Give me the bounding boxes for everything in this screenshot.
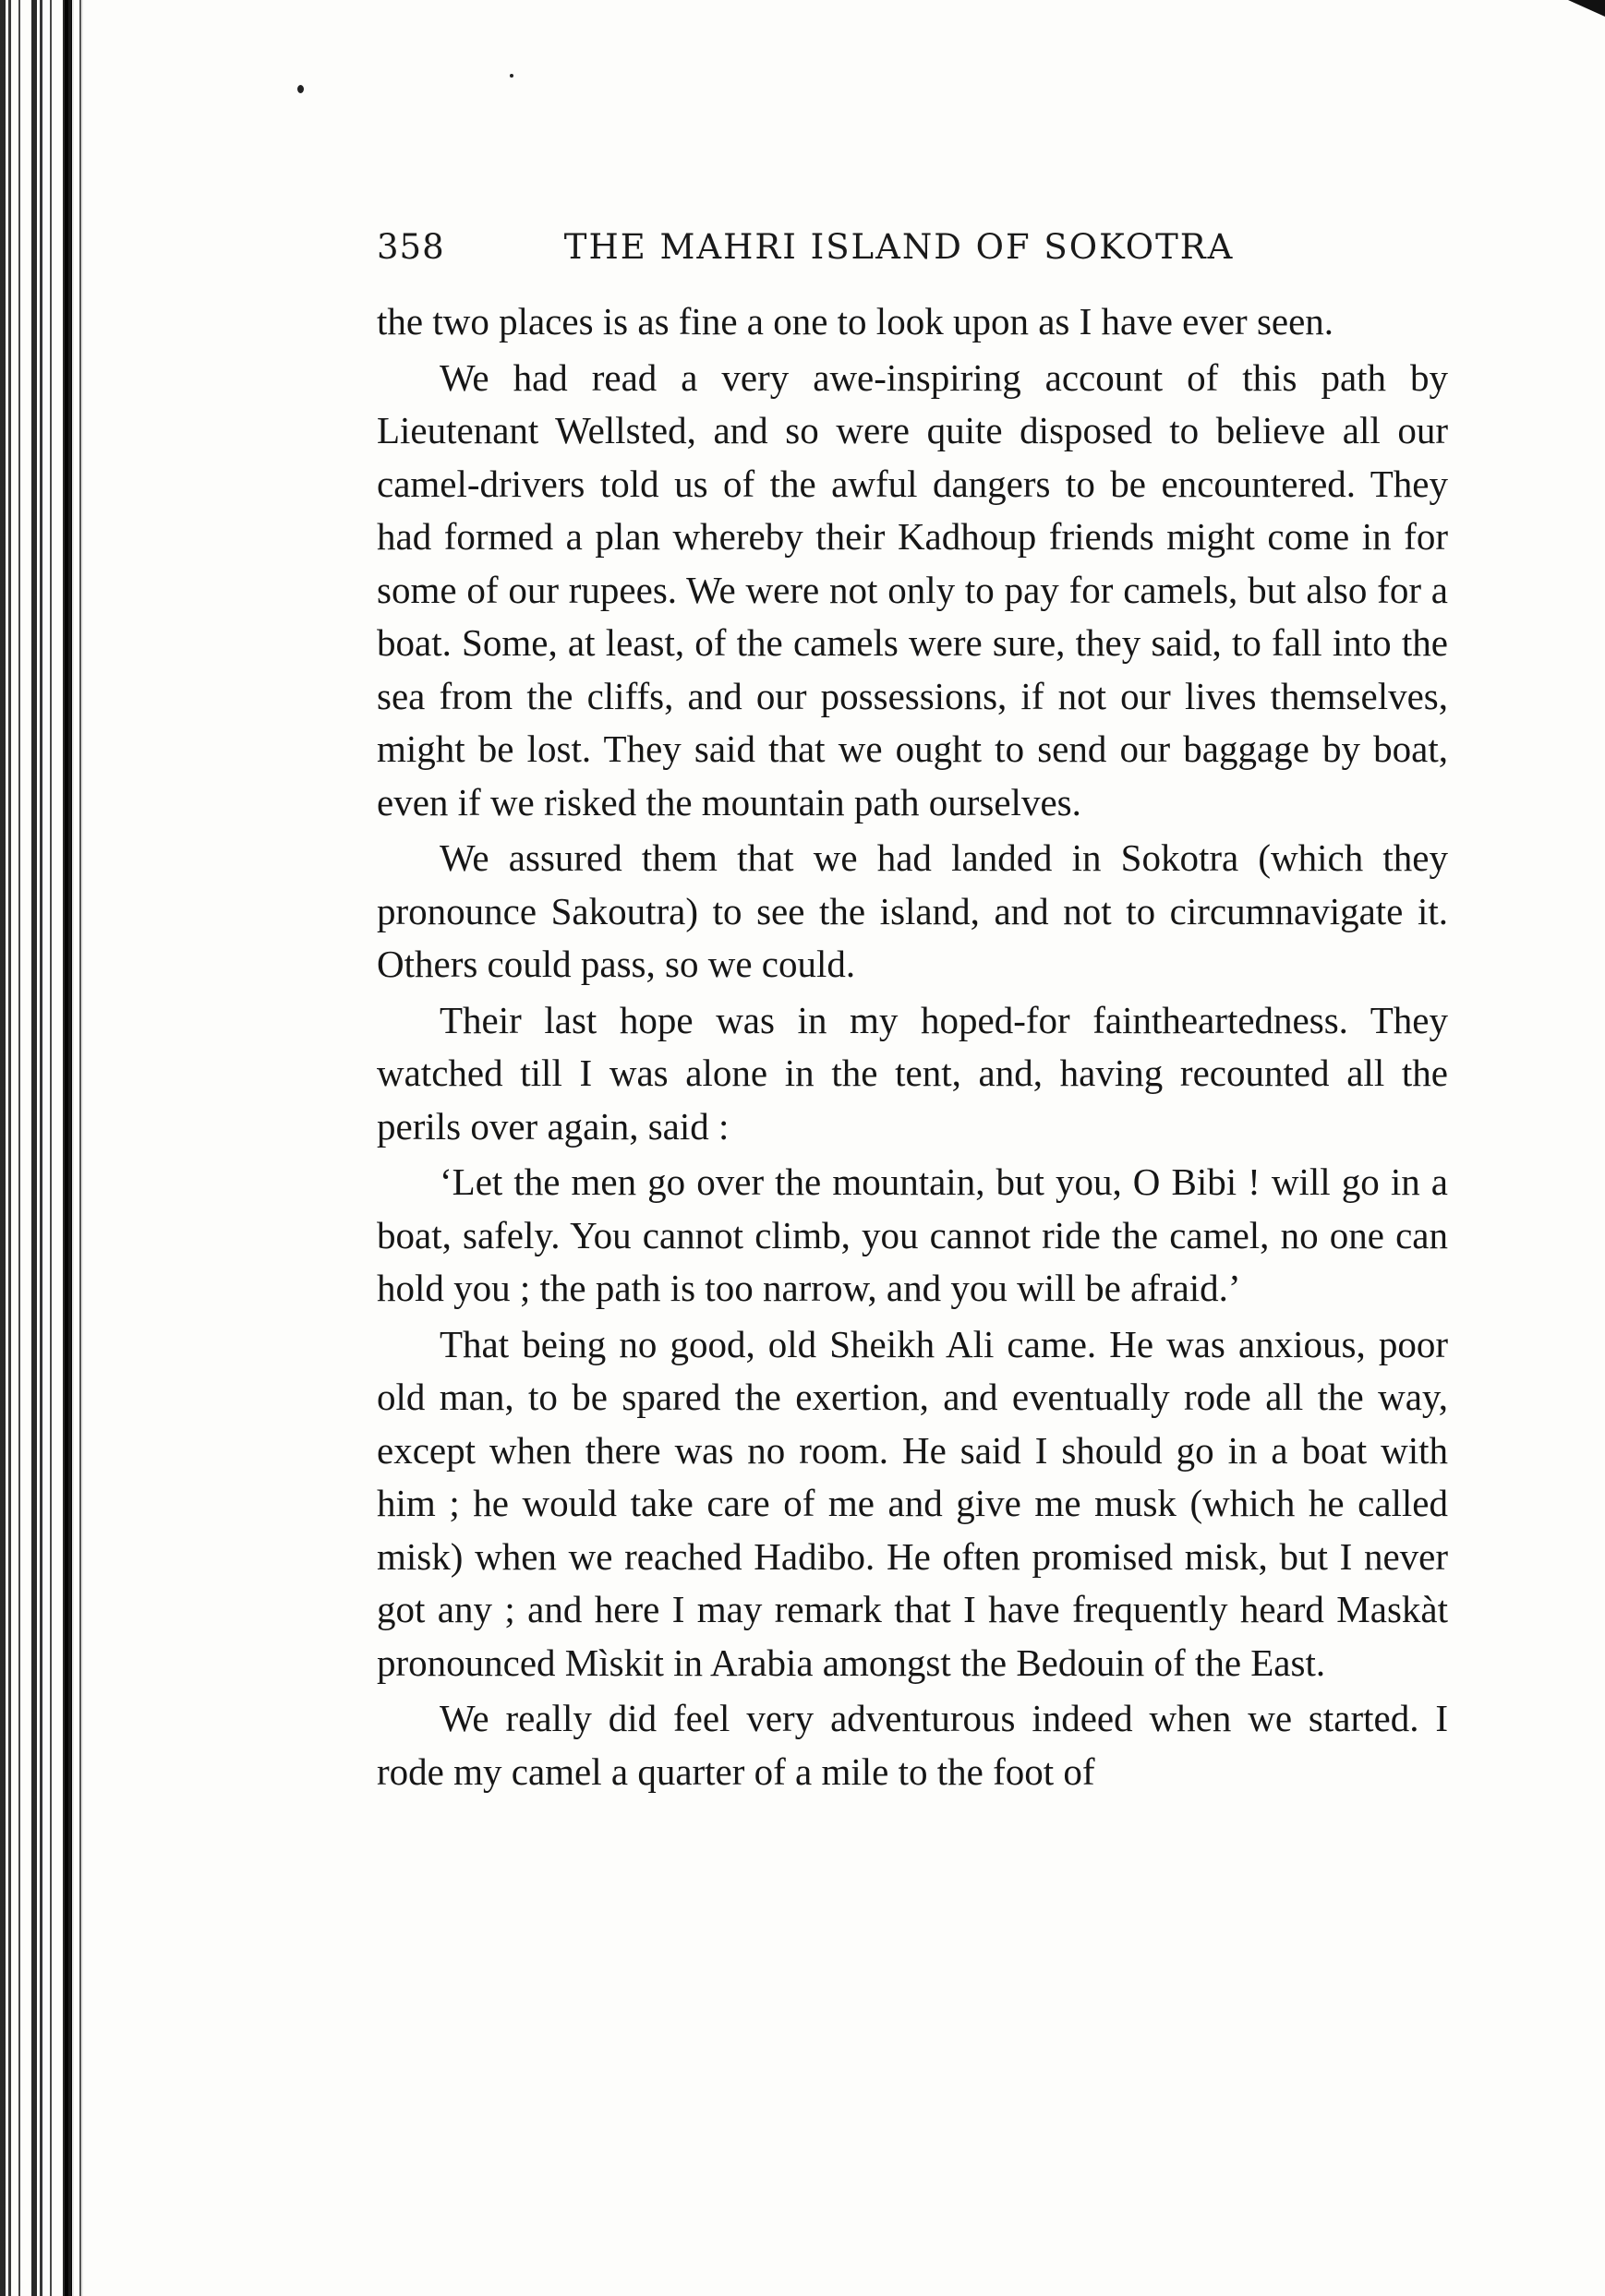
- paragraph: Their last hope was in my hoped-for faintheartedness. They watched till I was alone in the tent, and, having recounted all the perils over again, said :: [377, 998, 1448, 1148]
- paragraph: ‘Let the men go over the mountain, but you, O Bibi ! will go in a boat, safely. You cannot climb, you cannot ride the camel, no one can hold you ; the path is too narrow, and you will be afraid.’: [377, 1160, 1448, 1309]
- paragraph: the two places is as fine a one to look upon as I have ever seen.: [377, 300, 1334, 343]
- paragraph: We really did feel very adventurous indeed when we started. I rode my camel a quarter of a mile to the foot of: [377, 1697, 1448, 1793]
- running-header: [377, 227, 1448, 267]
- book-binding-shadow: [65, 0, 92, 2296]
- body-text: [377, 295, 1448, 1798]
- corner-scan-mark: [1568, 0, 1605, 17]
- paragraph: That being no good, old Sheikh Ali came. He was anxious, poor old man, to be spared the exertion, and eventually rode all the way, except when there was no room. He said I should go in a boat with him ; he would take care of me and give me musk (which he called misk) when we reached Hadibo. He often promised misk, but I never got any ; and here I may remark that I have frequently heard Maskàt pronounced Mìskit in Arabia amongst the Bedouin of the East.: [377, 1322, 1448, 1684]
- paragraph: We had read a very awe-inspiring account of this path by Lieutenant Wellsted, and so were quite disposed to believe all our camel-drivers told us of the awful dangers to be encountered. They had formed a plan whereby their Kadhoup friends might come in for some of our rupees. We were not only to pay for camels, but also for a boat. Some, at least, of the camels were sure, they said, to fall into the sea from the cliffs, and our possessions, if not our lives themselves, might be lost. They said that we ought to send our baggage by boat, even if we risked the mountain path ourselves.: [377, 355, 1448, 823]
- ink-speck: [510, 74, 513, 78]
- running-title: THE MAHRI ISLAND OF SOKOTRA: [563, 227, 1235, 267]
- page-number: 358: [377, 227, 445, 267]
- ink-speck: [297, 85, 304, 93]
- paragraph: We assured them that we had landed in Sokotra (which they pronounce Sakoutra) to see the island, and not to circumnavigate it. Others could pass, so we could.: [377, 836, 1448, 985]
